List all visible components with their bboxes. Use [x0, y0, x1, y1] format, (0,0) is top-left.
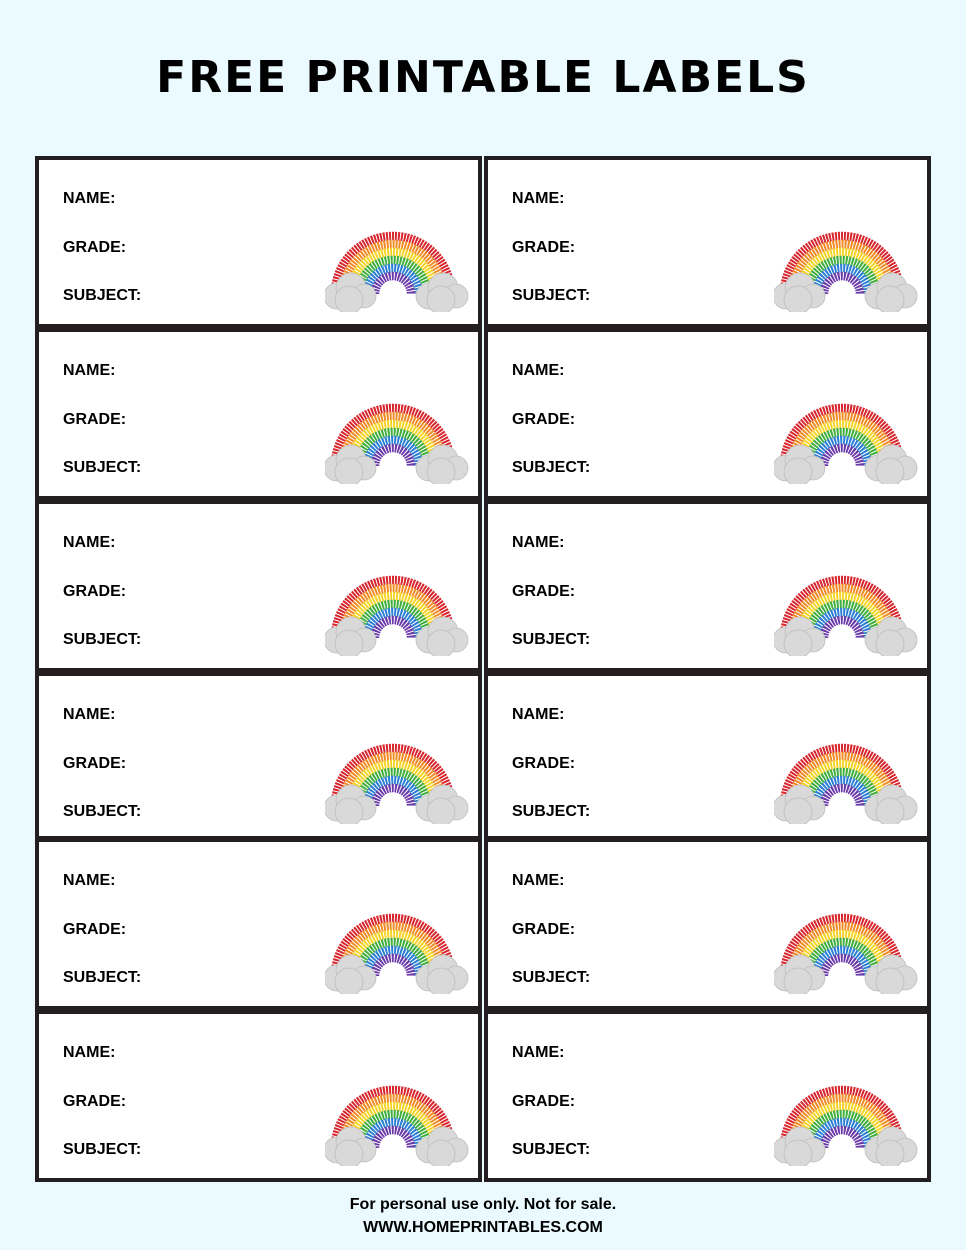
- cloud-icon: [325, 273, 376, 312]
- cloud-icon: [774, 955, 825, 994]
- grade-field-label: GRADE:: [512, 921, 576, 938]
- name-label-card: [484, 672, 931, 840]
- subject-field-label: SUBJECT:: [512, 287, 591, 304]
- cloud-icon: [325, 955, 376, 994]
- name-label-card: [35, 838, 482, 1010]
- name-label-card: [35, 500, 482, 672]
- footer-disclaimer: For personal use only. Not for sale.: [349, 1196, 617, 1213]
- name-label-card: [484, 500, 931, 672]
- name-label-card: [484, 1010, 931, 1182]
- cloud-icon: [325, 1127, 376, 1166]
- rainbow-icon: [774, 398, 924, 484]
- grade-field-label: GRADE:: [512, 583, 576, 600]
- grade-field-label: GRADE:: [512, 411, 576, 428]
- subject-field-label: SUBJECT:: [63, 459, 142, 476]
- subject-field-label: SUBJECT:: [512, 803, 591, 820]
- rainbow-icon: [325, 1080, 475, 1166]
- subject-field-label: SUBJECT:: [512, 1141, 591, 1158]
- grade-field-label: GRADE:: [512, 1093, 576, 1110]
- subject-field-label: SUBJECT:: [63, 1141, 142, 1158]
- cloud-icon: [774, 445, 825, 484]
- name-field-label: NAME:: [63, 190, 116, 207]
- subject-field-label: SUBJECT:: [63, 803, 142, 820]
- name-field-label: NAME:: [512, 872, 565, 889]
- rainbow-icon: [774, 570, 924, 656]
- cloud-icon: [325, 445, 376, 484]
- rainbow-icon: [325, 226, 475, 312]
- name-field-label: NAME:: [512, 706, 565, 723]
- name-label-card: [35, 1010, 482, 1182]
- grade-field-label: GRADE:: [63, 583, 127, 600]
- rainbow-icon: [774, 1080, 924, 1166]
- rainbow-icon: [325, 908, 475, 994]
- name-field-label: NAME:: [63, 534, 116, 551]
- name-field-label: NAME:: [512, 362, 565, 379]
- rainbow-icon: [325, 738, 475, 824]
- subject-field-label: SUBJECT:: [512, 459, 591, 476]
- name-field-label: NAME:: [512, 190, 565, 207]
- cloud-icon: [774, 785, 825, 824]
- name-field-label: NAME:: [512, 534, 565, 551]
- cloud-icon: [774, 617, 825, 656]
- name-label-card: [35, 328, 482, 500]
- cloud-icon: [325, 785, 376, 824]
- subject-field-label: SUBJECT:: [63, 969, 142, 986]
- grade-field-label: GRADE:: [63, 411, 127, 428]
- subject-field-label: SUBJECT:: [63, 287, 142, 304]
- grade-field-label: GRADE:: [63, 755, 127, 772]
- name-label-card: [484, 328, 931, 500]
- name-field-label: NAME:: [512, 1044, 565, 1061]
- name-label-card: [35, 156, 482, 328]
- subject-field-label: SUBJECT:: [512, 969, 591, 986]
- name-field-label: NAME:: [63, 1044, 116, 1061]
- footer-website: WWW.HOMEPRINTABLES.COM: [363, 1219, 603, 1236]
- name-field-label: NAME:: [63, 872, 116, 889]
- grade-field-label: GRADE:: [63, 921, 127, 938]
- name-field-label: NAME:: [63, 706, 116, 723]
- name-label-card: [484, 838, 931, 1010]
- page-title: FREE PRINTABLE LABELS: [156, 52, 810, 103]
- grade-field-label: GRADE:: [512, 239, 576, 256]
- cloud-icon: [774, 1127, 825, 1166]
- grade-field-label: GRADE:: [63, 239, 127, 256]
- rainbow-icon: [325, 570, 475, 656]
- cloud-icon: [774, 273, 825, 312]
- name-label-card: [35, 672, 482, 840]
- cloud-icon: [325, 617, 376, 656]
- subject-field-label: SUBJECT:: [63, 631, 142, 648]
- rainbow-icon: [774, 908, 924, 994]
- grade-field-label: GRADE:: [512, 755, 576, 772]
- subject-field-label: SUBJECT:: [512, 631, 591, 648]
- name-field-label: NAME:: [63, 362, 116, 379]
- rainbow-icon: [774, 738, 924, 824]
- rainbow-icon: [325, 398, 475, 484]
- grade-field-label: GRADE:: [63, 1093, 127, 1110]
- name-label-card: [484, 156, 931, 328]
- rainbow-icon: [774, 226, 924, 312]
